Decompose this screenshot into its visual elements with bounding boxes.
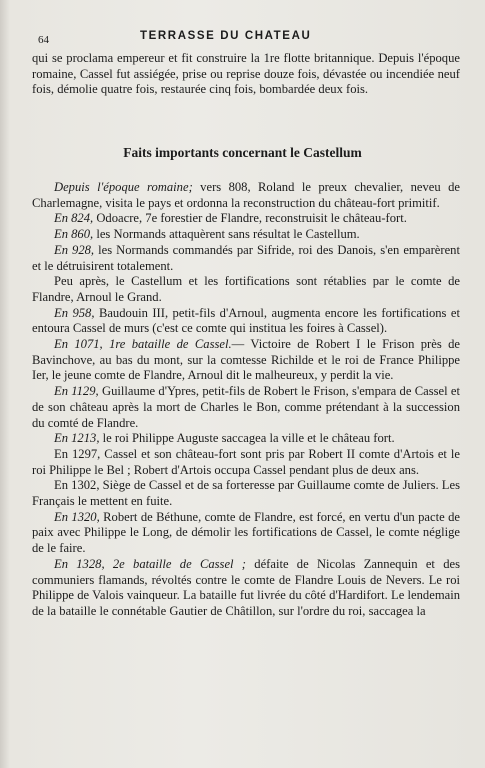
entry-date: En 1320, xyxy=(54,509,100,524)
chronology-entries xyxy=(32,180,460,620)
entry-date: Depuis l'époque romaine; xyxy=(54,180,193,194)
entry-text: Robert de Béthune, comte de Flandre, est forcé, en vertu d'un pacte de paix avec Philippe le Long, de démolir les fortifications de Cassel, le comte néglige de le faire. xyxy=(32,509,460,556)
chronology-entry xyxy=(32,227,460,243)
chronology-entry xyxy=(32,447,460,478)
running-head-title: TERRASSE DU CHATEAU xyxy=(140,30,312,42)
entry-date: En 1071, 1re bataille de Cassel. xyxy=(54,337,232,352)
chronology-entry xyxy=(32,510,460,557)
entry-date: En 958, xyxy=(54,305,95,320)
page-number: 64 xyxy=(38,34,49,46)
entry-text: défaite de Nicolas Zannequin et des communiers flamands, révoltés contre le comte de Flandre Louis de Nevers. Le roi Philippe de Valois vainqueur. La bataille fut livrée du côté d'Hardifort. Le lendemain de la bataille le connétable Gautier de Châtillon, sur l'ordre du roi, saccagea la xyxy=(32,556,460,618)
entry-text: Peu après, le Castellum et les fortifications sont rétablies par le comte de Flandre, Arnoul le Grand. xyxy=(32,274,460,304)
chronology-entry xyxy=(32,384,460,431)
entry-date: En 1328, 2e bataille de Cassel ; xyxy=(54,556,246,571)
entry-text: le roi Philippe Auguste saccagea la ville et le château fort. xyxy=(99,431,395,446)
entry-text: — Victoire de Robert I le Frison près de Bavinchove, au bas du mont, sur la comtesse Richilde et le roi de France Philippe Ier, le jeune comte de Flandre, Arnoul dit le malheureux, y perdit la vie. xyxy=(32,337,460,383)
chronology-entry xyxy=(32,211,460,227)
chronology-entry xyxy=(32,337,460,384)
entry-date: En 824, xyxy=(54,211,94,226)
running-head xyxy=(38,30,455,46)
entry-text: Guillaume d'Ypres, petit-fils de Robert le Frison, s'empara de Cassel et de son château après la mort de Charles le Bon, comme prétendant à la succession du comté de Flandre. xyxy=(32,384,460,430)
entry-date: En 860, xyxy=(54,227,94,242)
entry-text: les Normands attaquèrent sans résultat le Castellum. xyxy=(93,227,360,242)
section-heading: Faits importants concernant le Castellum xyxy=(123,145,362,160)
chronology-entry xyxy=(32,478,460,509)
entry-text: Baudouin III, petit-fils d'Arnoul, augmenta encore les fortifications et entoura Cassel de murs (c'est ce comte qui institua les foires à Cassel). xyxy=(32,305,460,336)
entry-text: vers 808, Roland le preux chevalier, neveu de Charlemagne, visita le pays et ordonna la reconstruction du château-fort primitif. xyxy=(32,180,460,210)
intro-paragraph-block xyxy=(32,51,460,98)
intro-paragraph: qui se proclama empereur et fit construire la 1re flotte britannique. Depuis l'époque romaine, Cassel fut assiégée, prise ou reprise douze fois, dévastée ou incendiée neuf fois, démolie quatre fois, restaurée cinq fois, bombardée deux fois. xyxy=(32,51,460,97)
chronology-entry xyxy=(32,274,460,305)
chronology-entry xyxy=(32,306,460,337)
chronology-entry xyxy=(32,557,460,620)
chronology-entry xyxy=(32,431,460,447)
entry-date: En 1213, xyxy=(54,431,100,446)
entry-text: En 1302, Siège de Cassel et de sa forteresse par Guillaume comte de Juliers. Les Français le mettent en fuite. xyxy=(32,478,460,509)
chronology-entry xyxy=(32,243,460,274)
chronology-entry xyxy=(32,180,460,211)
entry-text: les Normands commandés par Sifride, roi des Danois, s'en emparèrent et le détruisirent totalement. xyxy=(32,242,460,273)
entry-date: En 1129, xyxy=(54,384,99,399)
entry-date: En 928, xyxy=(54,242,95,257)
entry-text: Odoacre, 7e forestier de Flandre, reconstruisit le château-fort. xyxy=(93,211,407,226)
entry-text: En 1297, Cassel et son château-fort sont pris par Robert II comte d'Artois et le roi Philippe le Bel ; Robert d'Artois occupa Cassel pendant plus de deux ans. xyxy=(32,446,460,477)
